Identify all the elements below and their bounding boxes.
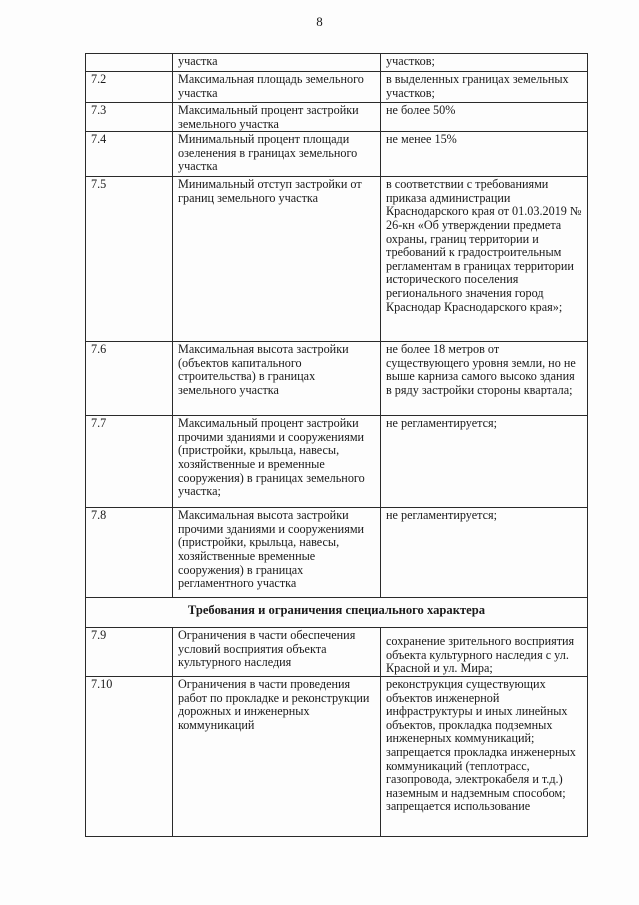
row-value: не регламентируется;: [381, 508, 588, 598]
row-number: 7.7: [86, 416, 173, 508]
row-number: [86, 54, 173, 72]
row-value: реконструкция существующих объектов инженерной инфраструктуры и иных линейных объектов, прокладка подземных инженерных коммуникаций; запрещается прокладка инженерных коммуникаций (теплотрасс, газопровода, электрокабеля и т.д.) наземным и надземным способом; запрещается использование: [381, 676, 588, 836]
row-value: участков;: [381, 54, 588, 72]
row-number: 7.2: [86, 72, 173, 103]
row-value: не более 50%: [381, 103, 588, 132]
row-label: Ограничения в части проведения работ по прокладке и реконструкции дорожных и инженерных коммуникаций: [173, 676, 381, 836]
table-row: [86, 416, 588, 508]
section-header-row: [86, 598, 588, 628]
row-label: Минимальный процент площади озеленения в границах земельного участка: [173, 132, 381, 177]
row-value: сохранение зрительного восприятия объекта культурного наследия с ул. Красной и ул. Мира;: [381, 628, 588, 677]
row-value: не регламентируется;: [381, 416, 588, 508]
table-row: [86, 72, 588, 103]
table-row: [86, 628, 588, 677]
regulations-table: [85, 53, 588, 837]
row-number: 7.8: [86, 508, 173, 598]
section-title: Требования и ограничения специального характера: [86, 598, 588, 628]
row-number: 7.10: [86, 676, 173, 836]
row-label: Максимальный процент застройки прочими зданиями и сооружениями (пристройки, крыльца, навесы, хозяйственные и временные сооружения) в границах земельного участка;: [173, 416, 381, 508]
row-label: Максимальный процент застройки земельного участка: [173, 103, 381, 132]
row-number: 7.9: [86, 628, 173, 677]
table-row: [86, 177, 588, 342]
row-value: в соответствии с требованиями приказа администрации Краснодарского края от 01.03.2019 № 26-кн «Об утверждении предмета охраны, границ территории и требований к градостроительным регламентам в границах территории исторического поселения регионального значения город Краснодар Краснодарского края»;: [381, 177, 588, 342]
row-label: Минимальный отступ застройки от границ земельного участка: [173, 177, 381, 342]
table-row: [86, 342, 588, 416]
row-label: Максимальная высота застройки (объектов капитального строительства) в границах земельного участка: [173, 342, 381, 416]
row-value: в выделенных границах земельных участков;: [381, 72, 588, 103]
table-row: [86, 132, 588, 177]
row-label: Ограничения в части обеспечения условий восприятия объекта культурного наследия: [173, 628, 381, 677]
table-row: [86, 676, 588, 836]
row-number: 7.4: [86, 132, 173, 177]
row-label: Максимальная площадь земельного участка: [173, 72, 381, 103]
table-row: [86, 54, 588, 72]
row-number: 7.5: [86, 177, 173, 342]
row-value: не более 18 метров от существующего уровня земли, но не выше карниза самого высоко здания в ряду застройки стороны квартала;: [381, 342, 588, 416]
table-row: [86, 103, 588, 132]
row-number: 7.3: [86, 103, 173, 132]
row-number: 7.6: [86, 342, 173, 416]
row-label: Максимальная высота застройки прочими зданиями и сооружениями (пристройки, крыльца, навесы, хозяйственные временные сооружения) в границах регламентного участка: [173, 508, 381, 598]
row-value: не менее 15%: [381, 132, 588, 177]
page-number: 8: [316, 14, 323, 29]
row-label: участка: [173, 54, 381, 72]
table-row: [86, 508, 588, 598]
